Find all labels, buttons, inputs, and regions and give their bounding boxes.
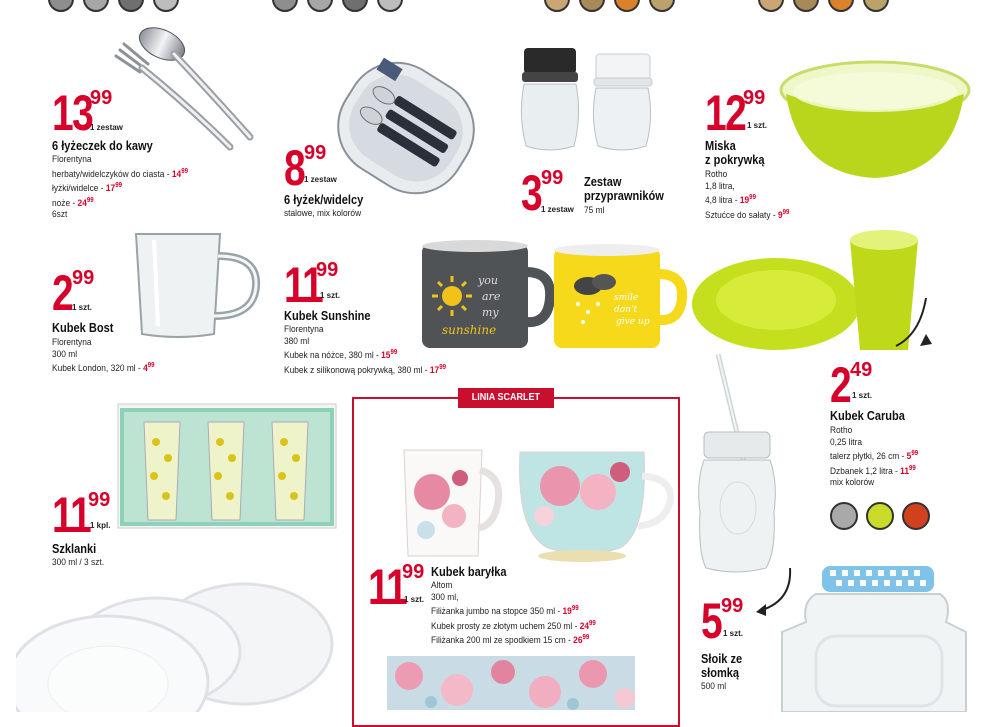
svg-text:are: are — [482, 290, 501, 303]
price-integer: 2 — [52, 265, 73, 321]
desc-line: noże - $24^{99}$ — [52, 196, 94, 209]
desc-line: Filiżanka 200 ml ze spodkiem 15 cm - $26^{99}$ — [431, 634, 590, 647]
product-description — [431, 580, 596, 647]
product-description — [52, 337, 155, 375]
price-decimal: 99 — [721, 595, 744, 617]
product-description: stalowe, mix kolorów — [284, 208, 362, 219]
price-decimal: 49 — [850, 359, 873, 381]
price-integer: 5 — [701, 593, 722, 649]
price-decimal: 99 — [88, 489, 111, 511]
dispenser-jar-image — [776, 562, 976, 712]
price-unit: 1 zestaw — [90, 123, 123, 132]
product-title: Miska z pokrywką — [705, 138, 765, 167]
scarlet-banner — [458, 388, 554, 408]
color-swatch — [649, 0, 675, 12]
product-title: 6 łyżeczek do kawy — [52, 138, 153, 153]
color-swatch — [793, 0, 819, 12]
color-swatch — [118, 0, 144, 12]
price-przyprawniki — [521, 165, 574, 221]
price-unit: 1 szt. — [320, 291, 341, 300]
desc-line: 6szt — [52, 209, 68, 221]
cutlery-pack-image — [322, 40, 490, 216]
product-brand: Florentyna — [52, 337, 92, 348]
price-unit: 1 szt. — [404, 595, 425, 604]
spice-shakers-image — [514, 46, 664, 156]
price-unit: 1 szt. — [723, 629, 744, 638]
color-swatch — [544, 0, 570, 12]
price-decimal: 99 — [304, 142, 327, 164]
product-brand: Florentyna — [284, 324, 324, 335]
svg-text:you: you — [478, 274, 498, 287]
desc-line: 1,8 litra, — [705, 180, 735, 192]
svg-text:smile: smile — [614, 293, 639, 303]
color-swatch — [614, 0, 640, 12]
desc-line: mix kolorów — [830, 477, 875, 489]
jar-with-straw-image — [696, 352, 788, 578]
svg-text:don't: don't — [614, 305, 638, 315]
price-integer: 11 — [368, 559, 407, 615]
color-swatch — [828, 0, 854, 12]
glasses-set-image — [116, 402, 338, 530]
product-title: Kubek Caruba — [830, 408, 905, 423]
desc-line: 380 ml — [284, 335, 310, 347]
desc-line: łyżki/widelce - $17^{99}$ — [52, 182, 123, 195]
product-brand: Altom — [431, 580, 453, 591]
price-lyzeczki — [52, 85, 123, 141]
price-integer: 3 — [521, 165, 542, 221]
color-swatch — [83, 0, 109, 12]
desc-line: Dzbanek 1,2 litra - $11^{99}$ — [830, 464, 916, 477]
price-kubek-bost — [52, 265, 95, 321]
floral-tray-image — [387, 656, 635, 710]
price-decimal: 99 — [402, 561, 425, 583]
cutlery-image — [110, 22, 270, 152]
desc-line: herbaty/widelczyków do ciasta - $14^{99}$ — [52, 167, 189, 180]
product-description: 300 ml / 3 szt. — [52, 557, 105, 568]
color-swatch — [863, 0, 889, 12]
glass-mug-image — [130, 230, 265, 340]
price-unit: 1 szt. — [852, 391, 873, 400]
product-description: 75 ml — [584, 205, 605, 216]
green-bowl-image — [778, 56, 972, 182]
desc-line: Kubek prosty ze złotym uchem 250 ml - $24^{99}$ — [431, 619, 596, 632]
desc-line: 300 ml — [52, 348, 78, 360]
price-unit: 1 kpl. — [90, 521, 111, 530]
price-unit: 1 szt. — [747, 121, 768, 130]
color-swatch — [377, 0, 403, 12]
price-decimal: 99 — [743, 87, 766, 109]
price-unit: 1 zestaw — [304, 175, 337, 184]
sunshine-mugs-image — [418, 238, 690, 350]
price-decimal: 99 — [90, 87, 113, 109]
price-miska — [705, 85, 768, 141]
desc-line: Kubek z silikonową pokrywką, 380 ml - $17^{99}$ — [284, 363, 447, 376]
price-decimal: 99 — [316, 259, 339, 281]
product-description — [705, 169, 789, 221]
banner-label: LINIA SCARLET — [471, 392, 541, 403]
desc-line: Sztućce do sałaty - $9^{99}$ — [705, 208, 790, 221]
white-plates-image — [16, 572, 336, 712]
product-title: Kubek baryłka — [431, 564, 507, 579]
product-description — [830, 425, 918, 489]
green-plate-cup-image — [690, 226, 952, 356]
color-swatch — [307, 0, 333, 12]
color-swatch — [758, 0, 784, 12]
price-unit: 1 zestaw — [541, 205, 574, 214]
product-brand: Rotho — [830, 425, 853, 436]
desc-line: Filiżanka jumbo na stopce 350 ml - $19^{99}$ — [431, 605, 579, 618]
desc-line: 0,25 litra — [830, 436, 863, 448]
price-lyzek-widelcy — [284, 140, 337, 196]
color-swatch-red — [902, 502, 930, 530]
product-description — [52, 154, 188, 221]
color-swatch-gray — [830, 502, 858, 530]
svg-text:give up: give up — [616, 317, 650, 327]
desc-line: Kubek London, 320 ml - $4^{99}$ — [52, 362, 155, 375]
price-integer: 11 — [52, 487, 91, 543]
price-integer: 13 — [52, 85, 93, 141]
price-integer: 8 — [284, 140, 305, 196]
price-kubek-caruba — [830, 357, 873, 413]
floral-mugs-image — [398, 436, 680, 566]
product-title: Słoik ze słomką — [701, 651, 743, 680]
price-unit: 1 szt. — [72, 303, 93, 312]
price-decimal: 99 — [541, 167, 564, 189]
price-szklanki — [52, 487, 111, 543]
product-title: Zestaw przyprawników — [584, 174, 664, 203]
desc-line: Kubek na nóżce, 380 ml - $15^{99}$ — [284, 349, 398, 362]
product-description — [284, 324, 446, 376]
desc-line: 300 ml, — [431, 591, 459, 603]
color-swatch — [272, 0, 298, 12]
price-integer: 12 — [705, 85, 746, 141]
price-integer: 11 — [284, 257, 323, 313]
desc-line: 4,8 litra - $19^{99}$ — [705, 194, 757, 207]
product-title: Kubek Sunshine — [284, 308, 371, 323]
product-description: 500 ml — [701, 681, 727, 692]
price-kubek-barylka — [368, 559, 425, 615]
price-kubek-sunshine — [284, 257, 341, 313]
product-title: Kubek Bost — [52, 320, 114, 335]
color-swatch — [579, 0, 605, 12]
product-title: 6 łyżek/widelcy — [284, 192, 364, 207]
price-integer: 2 — [830, 357, 851, 413]
color-swatch — [153, 0, 179, 12]
svg-text:my: my — [482, 306, 499, 319]
svg-text:sunshine: sunshine — [442, 323, 497, 337]
product-brand: Rotho — [705, 169, 728, 180]
product-title: Szklanki — [52, 541, 97, 556]
price-decimal: 99 — [72, 267, 95, 289]
product-brand: Florentyna — [52, 154, 92, 165]
price-sloik — [701, 593, 744, 649]
color-swatch — [48, 0, 74, 12]
color-swatch — [342, 0, 368, 12]
desc-line: talerz płytki, 26 cm - $5^{99}$ — [830, 450, 919, 463]
color-swatch-green — [866, 502, 894, 530]
